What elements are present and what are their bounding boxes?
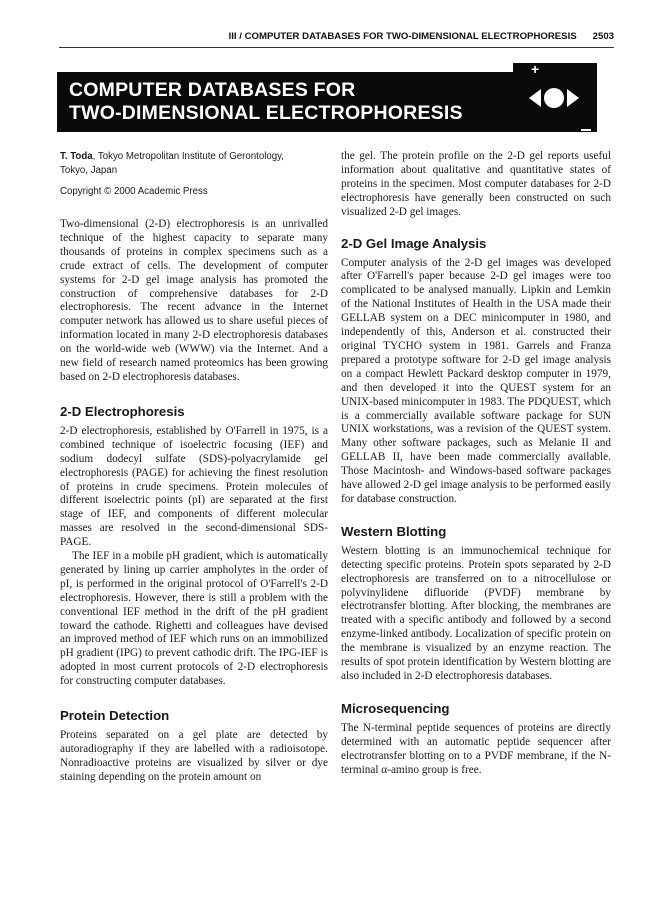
header-rule	[59, 47, 614, 48]
western-blotting-paragraph: Western blotting is an immunochemical technique for detecting specific proteins. Protein spots separated by 2-D electrophoresis are transferred on to a nitrocellulose or polyvinylidene difluoride (PVDF) membrane by electrotransfer blotting. After blocking, the membranes are treated with a specific antibody and followed by a second enzyme-linked antibody. Localization of specific protein on the membrane is visualized by an enzyme reaction. The results of spot protein identification by Western blotting are also included in 2-D electrophoresis databases.	[341, 544, 611, 682]
left-column	[60, 150, 328, 785]
section-heading-protein-detection: Protein Detection	[60, 708, 170, 724]
continuation-paragraph: the gel. The protein profile on the 2-D gel reports useful information about qualitative and quantitative states of proteins in the specimen. Most computer databases for 2-D electrophoresis have generally been constructed on such visualized 2-D gel images.	[341, 150, 611, 218]
electrophoresis-paragraph-2: The IEF in a mobile pH gradient, which is automatically generated by lining up carrier ampholytes in the order of pI, is performed in the original protocol of O'Farrell's 2-D electrophoresis. However, there is still a problem with the conventional IEF method in the drift of the pH gradient toward the cathode. Righetti and colleagues have devised an improved method of IEF which runs on an immobilized pH gradient (IPG) to prevent cathodic drift. The IPG-IEF is adopted in most current protocols of 2-D electrophoresis for constructing computer databases.	[60, 550, 328, 688]
direction-arrows-icon	[523, 83, 585, 113]
author-line	[60, 150, 328, 178]
author-location: Tokyo, Japan	[60, 165, 118, 176]
article-title-line-1: COMPUTER DATABASES FOR	[69, 79, 356, 101]
copyright-notice: Copyright © 2000 Academic Press	[60, 186, 208, 197]
page-number: 2503	[592, 31, 614, 42]
gel-image-analysis-paragraph: Computer analysis of the 2-D gel images was developed after O'Farrell's paper because 2-D gel images were too complicated to be analysed manually. Lipkin and Lemkin of the National Institutes of Health in the USA made their GELLAB system on a DEC minicomputer in 1980, and independently of this, Anderson et al. constructed their original TYCHO system in 1981. Garrels and Franza prepared a prototype software for 2-D gel image analysis on a compact Hewlett Packard desktop computer in 1979, and then developed it into the QUEST system for an UNIX-based minicomputer in 1983. The PDQUEST, which is a commercially available software package for SUN UNIX workstations, was a revision of the QUEST system. Many other software packages, such as Melanie II and GELLAB II, have been made commercially available. Those Macintosh- and Windows-based software packages have allowed 2-D gel image analysis to be performed easily for database construction.	[341, 256, 611, 505]
minus-icon	[581, 129, 591, 131]
intro-paragraph: Two-dimensional (2-D) electrophoresis is an unrivalled technique of the highest capacity to separate many thousands of proteins in complex specimens such as a crude extract of cells. The development of computer systems for 2-D gel image analysis has promoted the construction of comprehensive databases for 2-D electrophoresis. The recent advance in the Internet computer network has allowed us to share useful pieces of information located in many 2-D electrophoresis databases on the world-wide web (WWW) via the Internet. And a new field of research named proteomics has been growing based on 2-D electrophoresis databases.	[60, 218, 328, 383]
section-heading-electrophoresis: 2-D Electrophoresis	[60, 403, 185, 419]
right-column	[341, 150, 611, 778]
microsequencing-paragraph: The N-terminal peptide sequences of proteins are directly determined with an automatic peptide sequencer after electrotransfer blotting on to a PVDF membrane, if the N-terminal α-amino group is free.	[341, 721, 611, 776]
author-affiliation: , Tokyo Metropolitan Institute of Gerontology,	[92, 151, 284, 162]
article-title-banner	[57, 72, 574, 132]
navigation-widget	[513, 63, 597, 132]
plus-icon: +	[531, 61, 540, 77]
section-heading-gel-image-analysis: 2-D Gel Image Analysis	[341, 235, 487, 251]
section-heading-western-blotting: Western Blotting	[341, 523, 447, 539]
article-title-line-2: TWO-DIMENSIONAL ELECTROPHORESIS	[69, 102, 463, 124]
protein-detection-paragraph: Proteins separated on a gel plate are detected by autoradiography if they are labelled with a radioisotope. Nonradioactive proteins are visualized by silver or dye staining depending on the protein amount on	[60, 729, 328, 783]
running-head	[0, 31, 614, 42]
electrophoresis-paragraph-1: 2-D electrophoresis, established by O'Farrell in 1975, is a combined technique of isoelectric focusing (IEF) and sodium dodecyl sulfate (SDS)-polyacrylamide gel electrophoresis (PAGE) for achieving the finest resolution of proteins in crude specimens. Protein molecules of different isoelectric points (pI) are separated at the first stage of IEF, and components of different molecular masses are resolved in the second-dimensional SDS-PAGE.	[60, 424, 328, 549]
section-heading-microsequencing: Microsequencing	[341, 700, 450, 716]
running-head-title: III / COMPUTER DATABASES FOR TWO-DIMENSIONAL ELECTROPHORESIS	[228, 31, 577, 42]
author-name: T. Toda	[60, 151, 93, 162]
